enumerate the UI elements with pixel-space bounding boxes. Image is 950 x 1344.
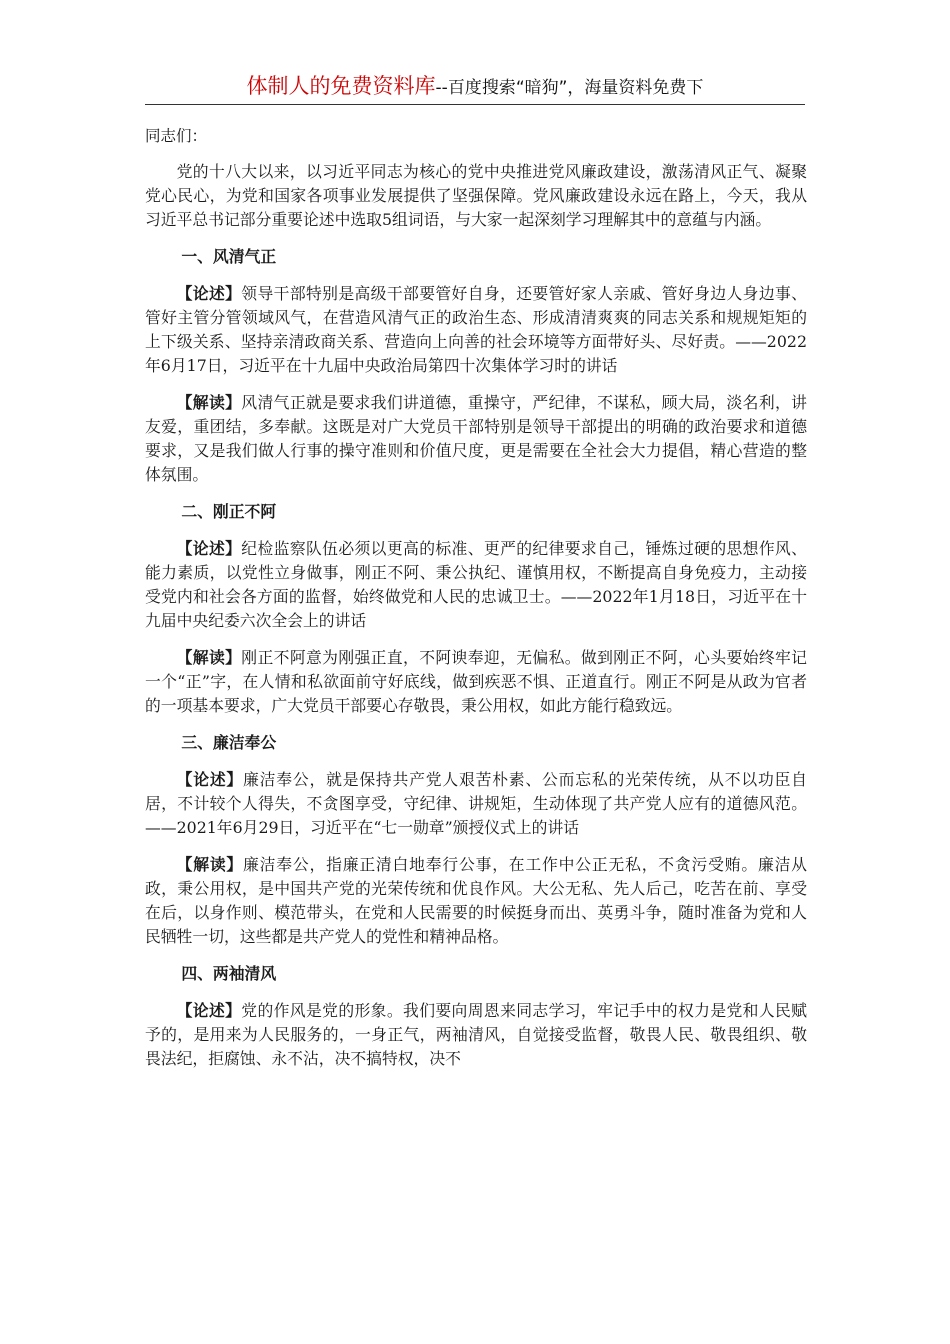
section-heading-3: 三、廉洁奉公 bbox=[181, 733, 277, 752]
section-3-lunshu bbox=[145, 768, 807, 840]
header-site-name: 体制人的免费资料库 bbox=[246, 74, 436, 98]
jiedu-text: 刚正不阿意为刚强正直，不阿谀奉迎，无偏私。做到刚正不阿，心头要始终牢记一个“正”字，在人情和私欲面前守好底线，做到疾恶不惧、正道直行。刚正不阿是从政为官者的一项基本要求，广大党员干部要心存敬畏，秉公用权，如此方能行稳致远。 bbox=[145, 648, 807, 715]
header-search-hint: --百度搜索“暗狗”，海量资料免费下 bbox=[435, 78, 704, 98]
jiedu-label: 【解读】 bbox=[176, 648, 242, 667]
jiedu-label: 【解读】 bbox=[176, 855, 244, 874]
salutation: 同志们： bbox=[145, 127, 208, 145]
section-4-lunshu bbox=[145, 999, 807, 1071]
section-heading-2: 二、刚正不阿 bbox=[181, 502, 277, 521]
section-heading-4: 四、两袖清风 bbox=[181, 964, 277, 983]
jiedu-text: 风清气正就是要求我们讲道德，重操守，严纪律，不谋私，顾大局，淡名利，讲友爱，重团结，多奉献。这既是对广大党员干部特别是领导干部提出的明确的政治要求和道德要求，又是我们做人行事的操守准则和价值尺度，更是需要在全社会大力提倡，精心营造的整体氛围。 bbox=[145, 393, 807, 484]
lunshu-text: 廉洁奉公，就是保持共产党人艰苦朴素、公而忘私的光荣传统，从不以功臣自居，不计较个人得失，不贪图享受，守纪律、讲规矩，生动体现了共产党人应有的道德风范。——2021年6月29日，习近平在“七一勋章”颁授仪式上的讲话 bbox=[145, 770, 807, 837]
section-1-lunshu bbox=[145, 282, 807, 378]
lunshu-label: 【论述】 bbox=[176, 1001, 242, 1020]
page-header bbox=[145, 70, 805, 105]
lunshu-text: 纪检监察队伍必须以更高的标准、更严的纪律要求自己，锤炼过硬的思想作风、能力素质，以党性立身做事，刚正不阿、秉公执纪、谨慎用权，不断提高自身免疫力，主动接受党内和社会各方面的监督，始终做党和人民的忠诚卫士。——2022年1月18日，习近平在十九届中央纪委六次全会上的讲话 bbox=[145, 539, 807, 630]
section-3-jiedu bbox=[145, 853, 807, 949]
lunshu-text: 领导干部特别是高级干部要管好自身，还要管好家人亲戚、管好身边人身边事、管好主管分管领域风气，在营造风清气正的政治生态、形成清清爽爽的同志关系和规规矩矩的上下级关系、坚持亲清政商关系、营造向上向善的社会环境等方面带好头、尽好责。——2022年6月17日，习近平在十九届中央政治局第四十次集体学习时的讲话 bbox=[145, 284, 807, 375]
lunshu-label: 【论述】 bbox=[176, 539, 242, 558]
lunshu-text: 党的作风是党的形象。我们要向周恩来同志学习，牢记手中的权力是党和人民赋予的，是用来为人民服务的，一身正气，两袖清风，自觉接受监督，敬畏人民、敬畏组织、敬畏法纪，拒腐蚀、永不沾，决不搞特权，决不 bbox=[145, 1001, 807, 1068]
intro-paragraph: 党的十八大以来，以习近平同志为核心的党中央推进党风廉政建设，激荡清风正气、凝聚党心民心，为党和国家各项事业发展提供了坚强保障。党风廉政建设永远在路上，今天，我从习近平总书记部分重要论述中选取5组词语，与大家一起深刻学习理解其中的意蕴与内涵。 bbox=[145, 162, 807, 229]
section-1-jiedu bbox=[145, 391, 807, 487]
section-heading-1: 一、风清气正 bbox=[181, 247, 277, 266]
jiedu-label: 【解读】 bbox=[176, 393, 242, 412]
lunshu-label: 【论述】 bbox=[176, 770, 244, 789]
jiedu-text: 廉洁奉公，指廉正清白地奉行公事，在工作中公正无私，不贪污受贿。廉洁从政，秉公用权，是中国共产党的光荣传统和优良作风。大公无私、先人后己，吃苦在前、享受在后，以身作则、模范带头，在党和人民需要的时候挺身而出、英勇斗争，随时准备为党和人民牺牲一切，这些都是共产党人的党性和精神品格。 bbox=[145, 855, 807, 946]
section-2-jiedu bbox=[145, 646, 807, 718]
lunshu-label: 【论述】 bbox=[176, 284, 242, 303]
section-2-lunshu bbox=[145, 537, 807, 633]
document-body bbox=[145, 124, 807, 1084]
